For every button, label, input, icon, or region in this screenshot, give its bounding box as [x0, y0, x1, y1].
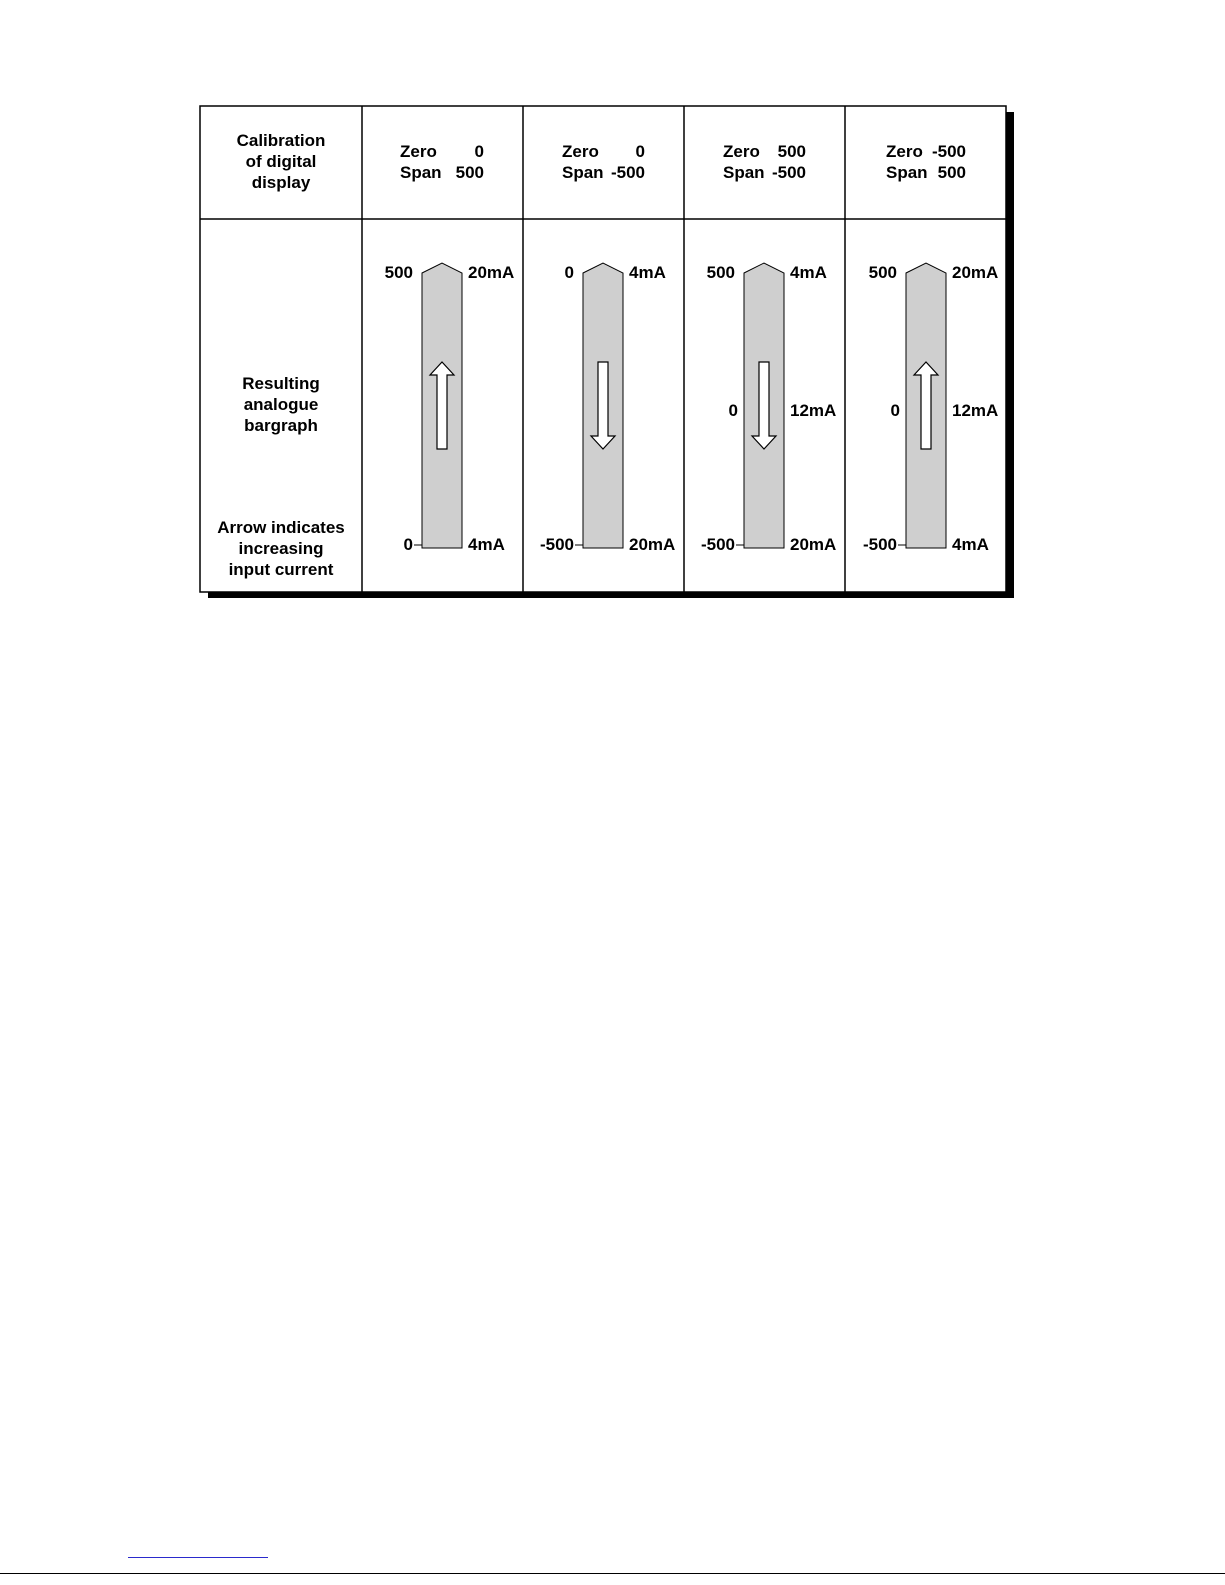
arrow-note-line: Arrow indicates — [217, 518, 345, 537]
arrow-note-line: input current — [228, 560, 334, 579]
bar-bottom-value: 0 — [403, 535, 413, 554]
bar-top-value: 0 — [564, 263, 574, 282]
span-label: Span — [562, 163, 604, 182]
zero-label: Zero — [400, 142, 437, 161]
footer-rule — [0, 1573, 1225, 1574]
span-value: -500 — [610, 163, 645, 182]
bar-bottom-current: 4mA — [468, 535, 505, 554]
zero-value: 0 — [635, 142, 645, 161]
zero-value: -500 — [931, 142, 966, 161]
span-label: Span — [723, 163, 765, 182]
arrow-note-line: increasing — [238, 539, 324, 558]
bar-bottom-current: 20mA — [629, 535, 676, 554]
bar-mid-value: 0 — [890, 401, 900, 420]
calibration-label-line: Calibration — [236, 131, 326, 150]
span-value: 500 — [937, 163, 966, 182]
bar-mid-value: 0 — [728, 401, 738, 420]
bar-top-value: 500 — [868, 263, 897, 282]
bar-bottom-current: 4mA — [952, 535, 989, 554]
bar-top-value: 500 — [384, 263, 413, 282]
bargraph-label-line: analogue — [243, 395, 319, 414]
zero-label: Zero — [886, 142, 923, 161]
bargraph-row-label — [242, 374, 319, 435]
span-value: 500 — [455, 163, 484, 182]
zero-value: 500 — [777, 142, 806, 161]
zero-value: 0 — [474, 142, 484, 161]
bar-bottom-current: 20mA — [790, 535, 837, 554]
bar-top-current: 4mA — [790, 263, 827, 282]
zero-label: Zero — [562, 142, 599, 161]
footer-link-underline — [128, 1557, 268, 1558]
bar-mid-current: 12mA — [790, 401, 837, 420]
bar-top-value: 500 — [706, 263, 735, 282]
bar-top-current: 4mA — [629, 263, 666, 282]
bar-top-current: 20mA — [468, 263, 515, 282]
bar-top-current: 20mA — [952, 263, 999, 282]
calibration-label-line: display — [251, 173, 311, 192]
bargraph-label-line: bargraph — [244, 416, 318, 435]
bar-mid-current: 12mA — [952, 401, 999, 420]
calibration-label-line: of digital — [245, 152, 317, 171]
bar-bottom-value: -500 — [539, 535, 574, 554]
zero-label: Zero — [723, 142, 760, 161]
bargraph-label-line: Resulting — [242, 374, 320, 393]
bar-bottom-value: -500 — [700, 535, 735, 554]
span-label: Span — [400, 163, 442, 182]
span-value: -500 — [771, 163, 806, 182]
bar-bottom-value: -500 — [862, 535, 897, 554]
span-label: Span — [886, 163, 928, 182]
